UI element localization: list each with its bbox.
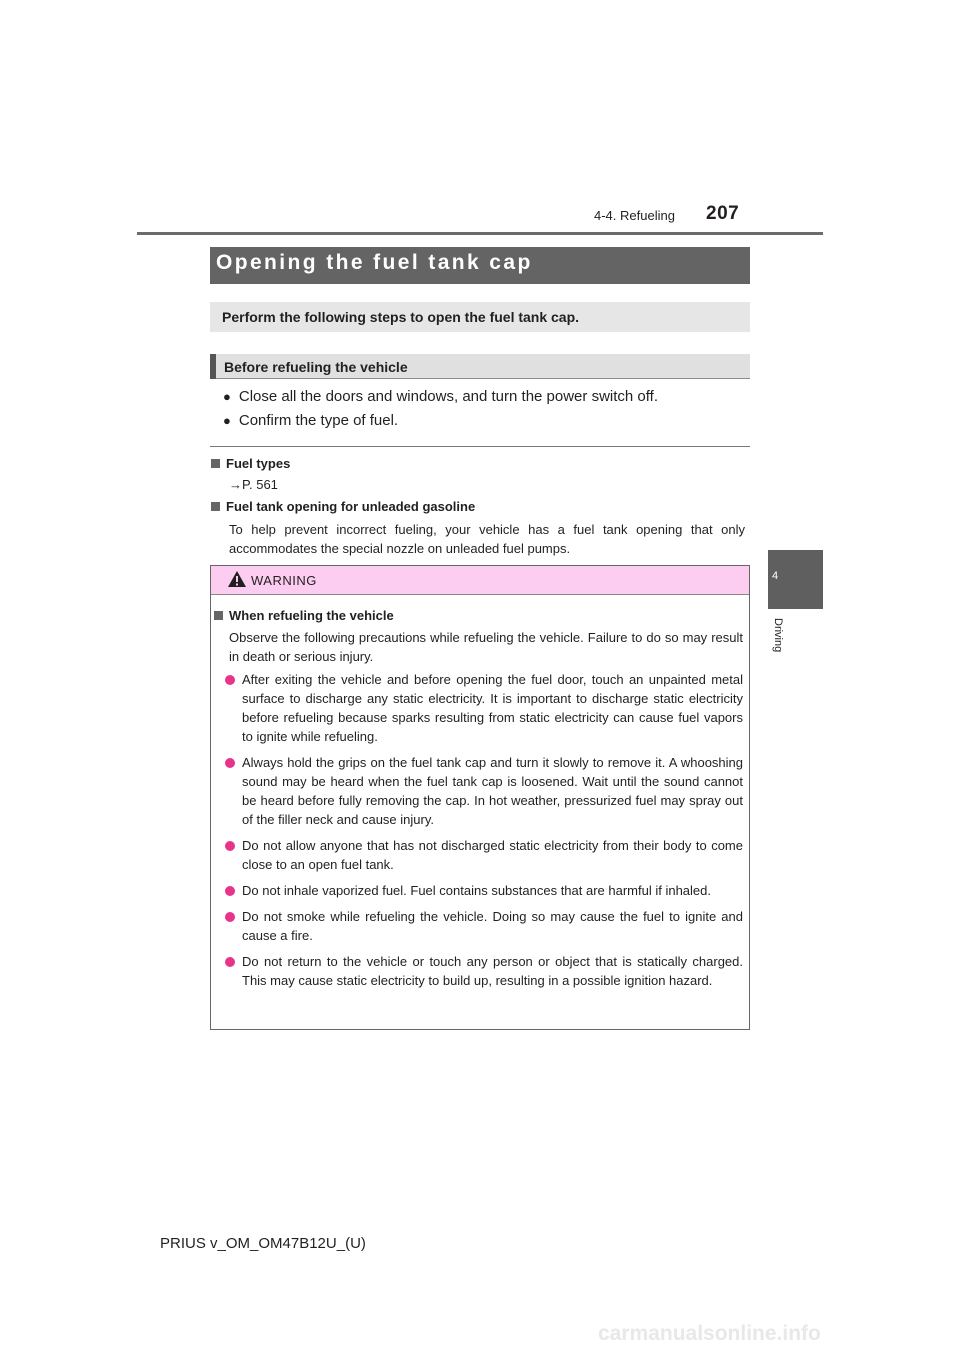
bullet-dot-icon	[225, 675, 235, 685]
list-item: Do not smoke while refueling the vehicle. Doing so may cause the fuel to ignite and cause a fire.	[225, 907, 743, 945]
lead-text: Perform the following steps to open the fuel tank cap.	[222, 309, 580, 325]
bullet-dot-icon	[225, 957, 235, 967]
bullet-dot-icon: ●	[223, 389, 231, 404]
note-body: →P. 561	[229, 477, 278, 492]
warning-label: WARNING	[251, 573, 317, 588]
list-item: Always hold the grips on the fuel tank cap and turn it slowly to remove it. A whooshing sound may be heard when the fuel tank cap is loosened. Wait until the sound cannot be heard before fully removing the cap. In hot weather, pressurized fuel may spray out of the filler neck and cause injury.	[225, 753, 743, 829]
chapter-name-text: Driving	[772, 618, 784, 653]
warning-triangle-icon	[227, 570, 247, 588]
step-item	[223, 412, 398, 429]
square-marker-icon	[211, 502, 220, 511]
step-text: Close all the doors and windows, and turn the power switch off.	[238, 388, 658, 405]
note-heading	[211, 456, 290, 471]
page-title: Opening the fuel tank cap	[216, 251, 533, 274]
warning-list	[225, 670, 743, 997]
bullet-dot-icon	[225, 758, 235, 768]
step-item	[223, 388, 658, 405]
bullet-dot-icon	[225, 912, 235, 922]
subheading: Before refueling the vehicle	[224, 359, 408, 375]
note-heading	[211, 499, 475, 514]
warning-intro: Observe the following precautions while refueling the vehicle. Failure to do so may result in death or serious injury.	[229, 630, 743, 664]
bullet-dot-icon	[225, 886, 235, 896]
warning-heading-text: When refueling the vehicle	[229, 608, 394, 623]
header-rule	[137, 232, 823, 235]
subheading-marker	[210, 354, 216, 379]
bullet-dot-icon	[225, 841, 235, 851]
chapter-number: 4	[771, 570, 779, 582]
list-item: Do not allow anyone that has not discharged static electricity from their body to come close to an open fuel tank.	[225, 836, 743, 874]
watermark: carmanualsonline.info	[598, 1322, 821, 1345]
list-item: Do not return to the vehicle or touch any person or object that is statically charged. This may cause static electricity to build up, resulting in a possible ignition hazard.	[225, 952, 743, 990]
list-item: Do not inhale vaporized fuel. Fuel contains substances that are harmful if inhaled.	[225, 881, 743, 900]
chapter-name	[770, 618, 784, 678]
page-number: 207	[706, 203, 740, 224]
step-text: Confirm the type of fuel.	[238, 412, 399, 429]
note-heading-text: Fuel tank opening for unleaded gasoline	[226, 499, 476, 514]
footer-model-code: PRIUS v_OM_OM47B12U_(U)	[160, 1235, 366, 1252]
square-marker-icon	[214, 611, 223, 620]
bullet-dot-icon: ●	[223, 413, 231, 428]
section-label: 4-4. Refueling	[594, 208, 675, 223]
note-heading-text: Fuel types	[226, 456, 291, 471]
square-marker-icon	[211, 459, 220, 468]
warning-heading	[214, 608, 394, 623]
list-item: After exiting the vehicle and before opening the fuel door, touch an unpainted metal surface to discharge any static electricity. It is important to discharge static electricity before refueling because sparks resulting from static electricity can cause fuel vapors to ignite while refueling.	[225, 670, 743, 746]
note-body: To help prevent incorrect fueling, your vehicle has a fuel tank opening that only accommodates the special nozzle on unleaded fuel pumps.	[229, 522, 745, 556]
section-divider	[210, 446, 750, 447]
